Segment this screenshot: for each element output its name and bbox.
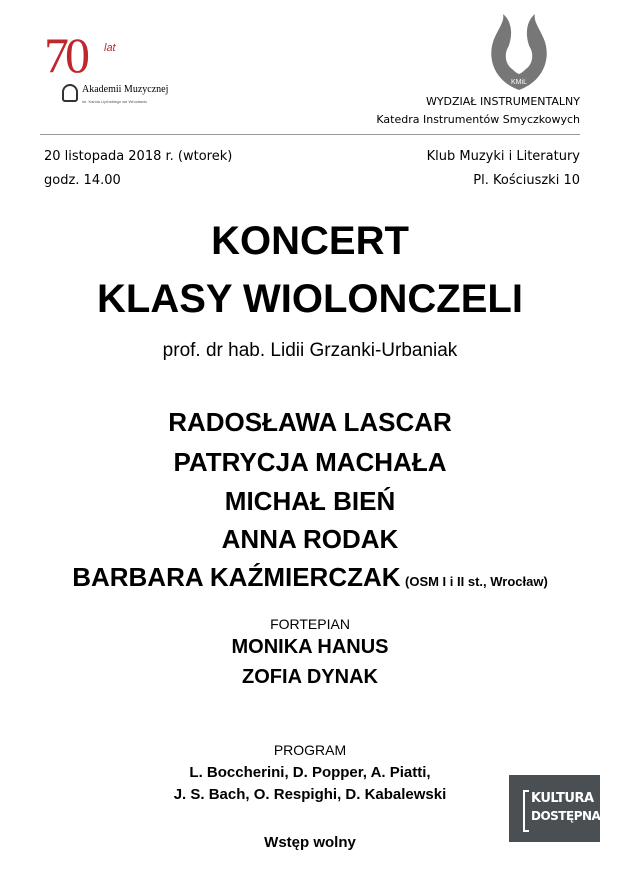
event-time: godz. 14.00: [44, 173, 121, 188]
performer-with-note: [0, 563, 620, 593]
lyre-icon: [62, 84, 78, 102]
bracket-icon: [523, 790, 529, 832]
performer: MICHAŁ BIEŃ: [224, 486, 396, 516]
address: Pl. Kościuszki 10: [473, 173, 580, 188]
kmil-lyre-logo: [487, 12, 551, 92]
logo-lat: lat: [104, 42, 116, 54]
program-line: L. Boccherini, D. Popper, A. Piatti,: [189, 764, 431, 781]
pianist: ZOFIA DYNAK: [242, 666, 378, 688]
event-date: 20 listopada 2018 r. (wtorek): [44, 149, 233, 164]
performer: PATRYCJA MACHAŁA: [173, 447, 447, 477]
venue: Klub Muzyki i Literatury: [426, 149, 580, 164]
title-line2: KLASY WIOLONCZELI: [97, 277, 523, 321]
badge-line1: KULTURA: [531, 791, 594, 806]
logo-subtext: im. Karola Lipińskiego we Wrocławiu: [82, 99, 147, 104]
logo-text: Akademii Muzycznej: [82, 84, 169, 95]
badge-line2: DOSTĘPNA: [531, 809, 601, 823]
title-line1: KONCERT: [211, 219, 409, 263]
entry-info: Wstęp wolny: [264, 834, 356, 851]
performer: RADOSŁAWA LASCAR: [168, 407, 452, 437]
performer: BARBARA KAŹMIERCZAK: [72, 562, 401, 592]
department-name: Katedra Instrumentów Smyczkowych: [376, 113, 580, 126]
performer-note: (OSM I i II st., Wrocław): [405, 574, 548, 589]
svg-text:KMiL: KMiL: [511, 79, 527, 86]
faculty-name: WYDZIAŁ INSTRUMENTALNY: [425, 95, 580, 108]
piano-label: FORTEPIAN: [270, 616, 350, 632]
pianist: MONIKA HANUS: [231, 636, 389, 658]
performer: ANNA RODAK: [221, 524, 399, 554]
divider: [40, 134, 580, 135]
academy-70-logo: [42, 12, 169, 112]
logo-70: 70: [44, 27, 86, 83]
program-label: PROGRAM: [273, 742, 347, 758]
program-line: J. S. Bach, O. Respighi, D. Kabalewski: [173, 786, 447, 803]
subtitle: prof. dr hab. Lidii Grzanki-Urbaniak: [162, 340, 458, 361]
kultura-dostepna-badge: [509, 775, 600, 842]
